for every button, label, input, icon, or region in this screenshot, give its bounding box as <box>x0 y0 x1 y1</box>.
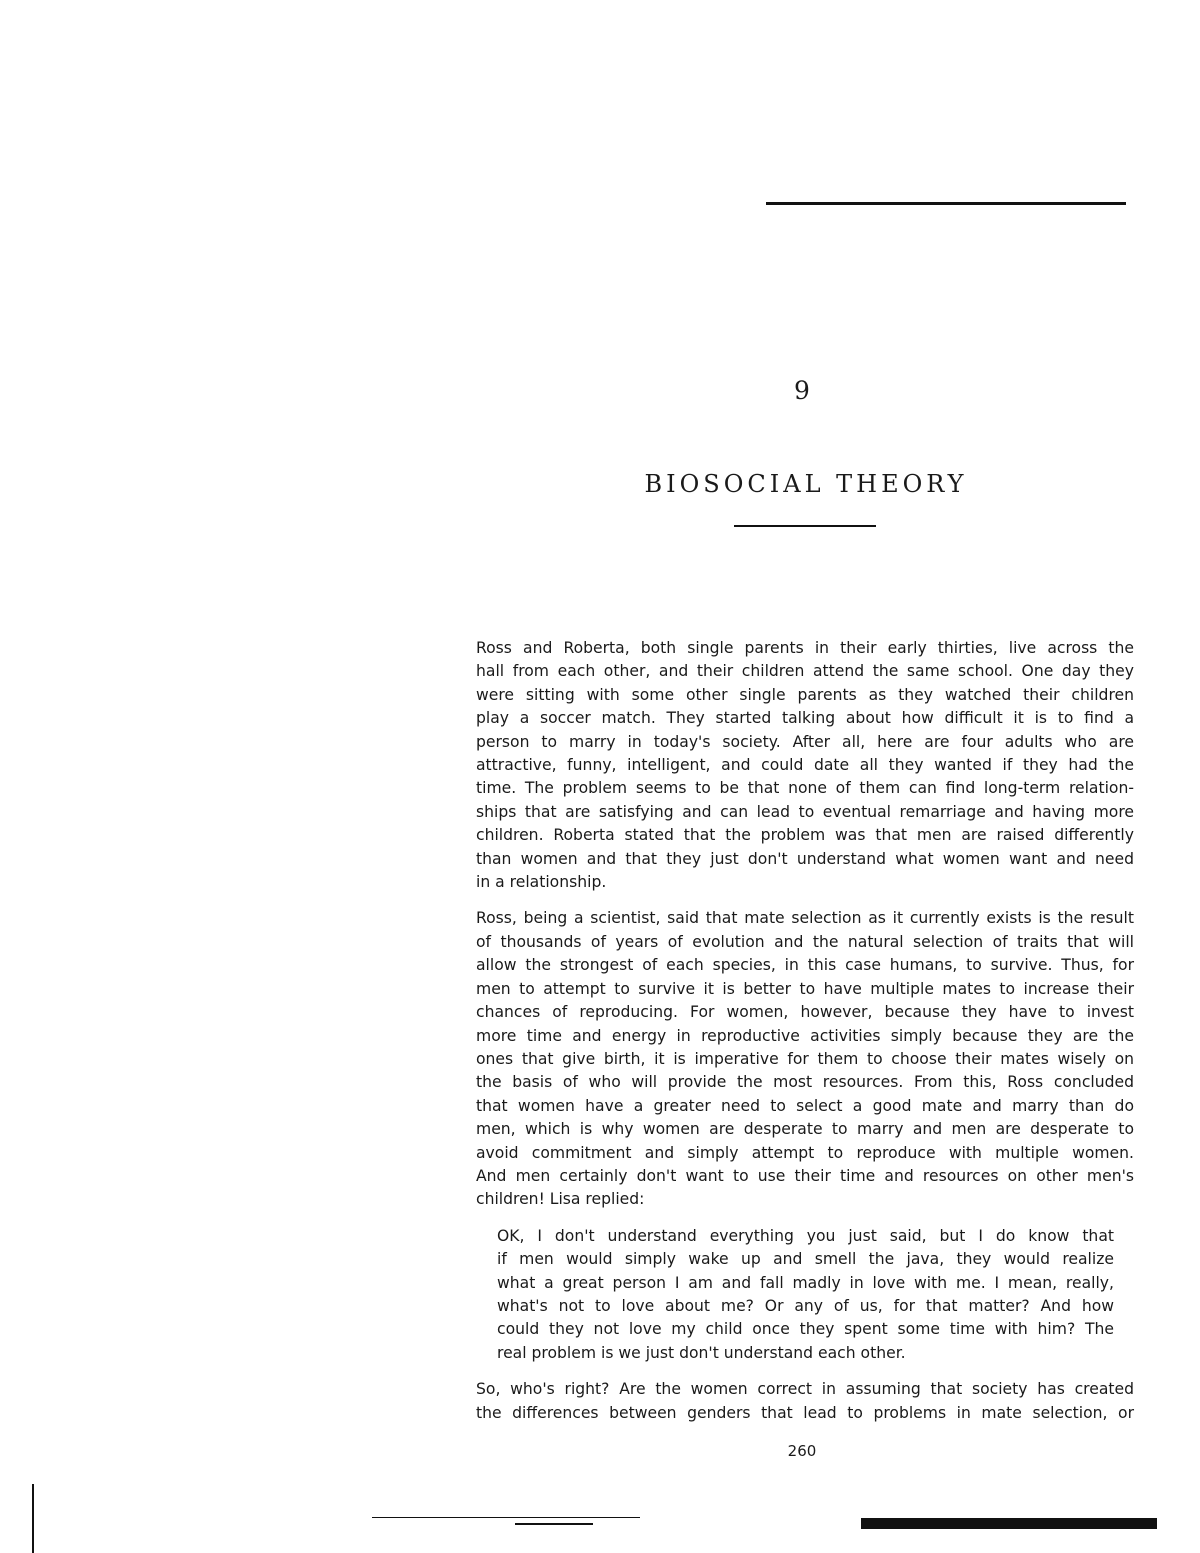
quote-line: real problem is we just don't understand each other. <box>497 1343 906 1362</box>
body-text <box>476 637 1134 1425</box>
text-line: time. The problem seems to be that none of them can find long-term relation- <box>476 779 1134 798</box>
text-line: more time and energy in reproductive activities simply because they are the <box>476 1026 1134 1045</box>
text-line: the basis of who will provide the most resources. From this, Ross concluded <box>476 1073 1134 1092</box>
text-line: allow the strongest of each species, in this case humans, to survive. Thus, for <box>476 956 1134 975</box>
text-line: of thousands of years of evolution and the natural selection of traits that will <box>476 932 1134 951</box>
text-line: attractive, funny, intelligent, and could date all they wanted if they had the <box>476 756 1134 775</box>
text-line: that women have a greater need to select a good mate and marry than do <box>476 1096 1134 1115</box>
text-line: Ross, being a scientist, said that mate selection as it currently exists is the result <box>476 909 1134 928</box>
text-line: So, who's right? Are the women correct in assuming that society has created <box>476 1380 1134 1399</box>
paragraph-3 <box>476 1378 1134 1425</box>
text-line: the differences between genders that lead to problems in mate selection, or <box>476 1403 1134 1422</box>
text-line: ships that are satisfying and can lead to eventual remarriage and having more <box>476 802 1134 821</box>
text-line: And men certainly don't want to use their time and resources on other men's <box>476 1166 1134 1185</box>
text-line: chances of reproducing. For women, however, because they have to invest <box>476 1003 1134 1022</box>
quote-line: what's not to love about me? Or any of us, for that matter? And how <box>497 1296 1114 1315</box>
text-line: in a relationship. <box>476 873 607 892</box>
top-rule <box>766 202 1126 205</box>
margin-mark <box>32 1484 34 1553</box>
footer-rule-small <box>515 1523 593 1525</box>
text-line: men, which is why women are desperate to marry and men are desperate to <box>476 1120 1134 1139</box>
text-line: hall from each other, and their children attend the same school. One day they <box>476 662 1134 681</box>
text-line: avoid commitment and simply attempt to reproduce with multiple women. <box>476 1143 1134 1162</box>
quote-line: if men would simply wake up and smell the java, they would realize <box>497 1250 1114 1269</box>
footer-rule-left <box>372 1517 640 1518</box>
text-line: were sitting with some other single parents as they watched their children <box>476 685 1134 704</box>
text-line: children! Lisa replied: <box>476 1190 645 1209</box>
page-number: 260 <box>787 1442 817 1460</box>
text-line: men to attempt to survive it is better to have multiple mates to increase their <box>476 979 1134 998</box>
text-line: children. Roberta stated that the problem was that men are raised differently <box>476 826 1134 845</box>
text-line: Ross and Roberta, both single parents in their early thirties, live across the <box>476 639 1134 657</box>
text-line: person to marry in today's society. After all, here are four adults who are <box>476 732 1134 751</box>
quote-line: what a great person I am and fall madly in love with me. I mean, really, <box>497 1273 1114 1292</box>
footer-bar-right <box>861 1518 1157 1529</box>
paragraph-2 <box>476 907 1134 1211</box>
chapter-number: 9 <box>794 376 810 405</box>
paragraph-1 <box>476 637 1134 894</box>
text-line: ones that give birth, it is imperative for them to choose their mates wisely on <box>476 1049 1134 1068</box>
quote-line: could they not love my child once they spent some time with him? The <box>497 1320 1114 1339</box>
text-line: play a soccer match. They started talking about how difficult it is to find a <box>476 709 1134 728</box>
block-quote <box>497 1225 1114 1365</box>
chapter-title: BIOSOCIAL THEORY <box>644 470 968 498</box>
text-line: than women and that they just don't understand what women want and need <box>476 849 1134 868</box>
quote-line: OK, I don't understand everything you just said, but I do know that <box>497 1226 1114 1245</box>
title-rule <box>734 525 876 527</box>
